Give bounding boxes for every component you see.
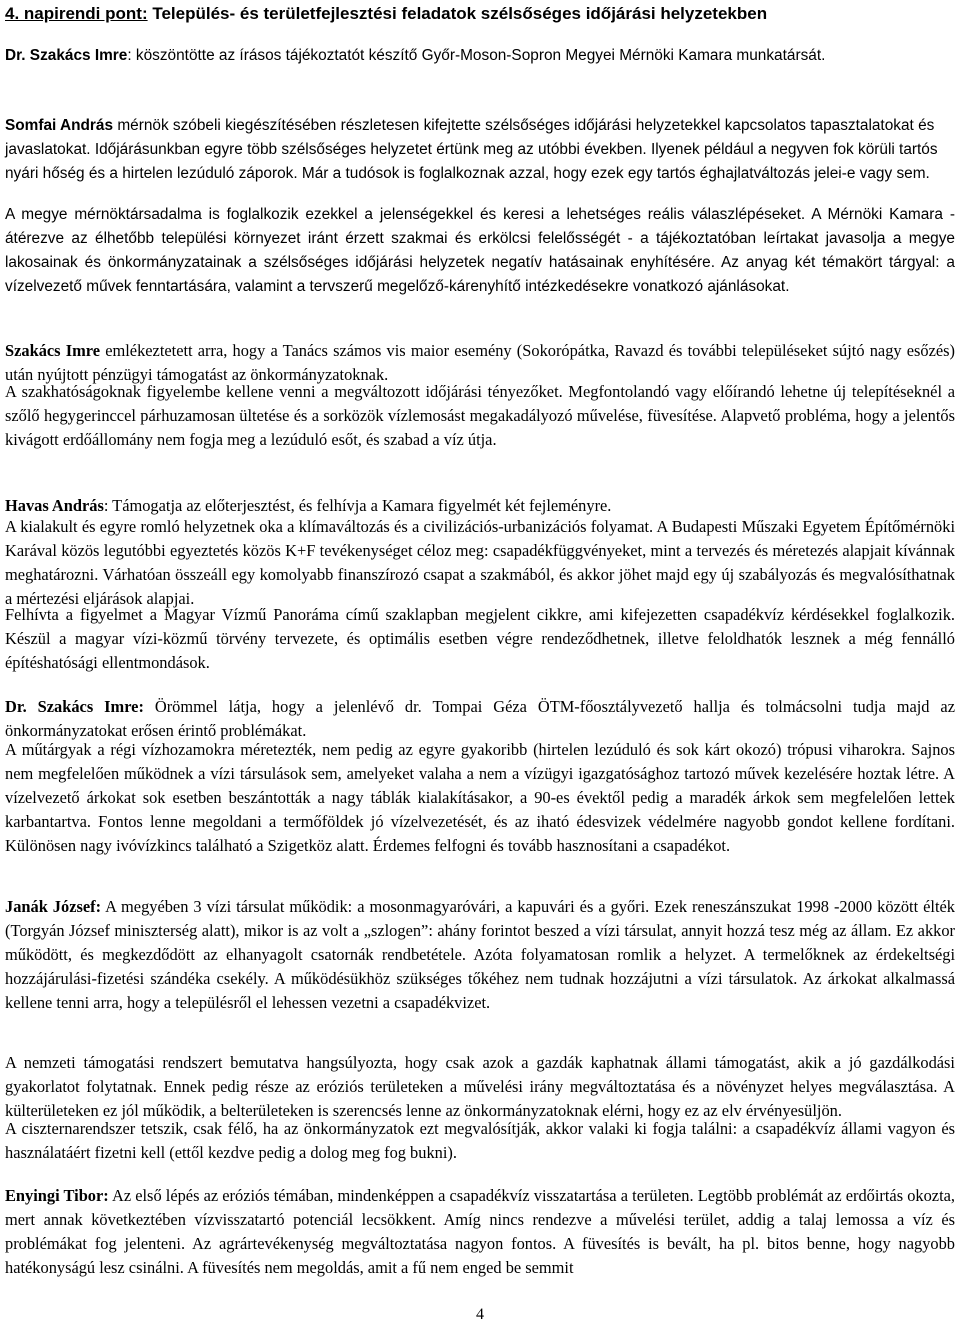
paragraph-text: A megyében 3 vízi társulat működik: a mosonmagyaróvári, a kapuvári és a győri. Ezek reneszánszukat 1998 -2000 között élték (Torgyán József miniszterség alatt), mikor is az volt a „szlogen”: ahány forintot beszed a vízi társulat, annyit hozzá tesz még az állam. Ez akkor működött, és megkezdődött az elhanyagolt csatornák rendbetétele. Azóta folyamatosan romlik a helyzet. A termelőknek az érdekeltségi hozzájárulási-fizetési szándéka csekély. A működésükhöz szükséges tőkéhez nem tudnak hozzájutni a vízi társulatok. Az árkokat alkalmassá kellene tenni arra, hogy a településről el lehessen vezetni a csapadékvizet. [5, 897, 955, 1012]
janak-paragraph-3 [5, 1117, 955, 1165]
speaker-name: Dr. Szakács Imre [5, 47, 128, 64]
agenda-label: 4. napirendi pont: [5, 4, 148, 23]
szakacs2-paragraph-2 [5, 738, 955, 858]
paragraph-text: emlékeztetett arra, hogy a Tanács számos vis maior esemény (Sokorópátka, Ravazd és további településeket sújtó nagy esőzés) után nyújtott pénzügyi támogatást az önkormányzatoknak. [5, 341, 956, 384]
paragraph-text: A műtárgyak a régi vízhozamokra méretezték, nem pedig az egyre gyakoribb (hirtelen lezúduló és sok kárt okozó) trópusi viharokra. Sajnos nem megfelelően működnek a vízi társulások sem, amelyeket valaha a nem a vízügyi igazgatósághoz tartozó művek kezelésére hoztak létre. A vízelvezető árkokat sok esetben beszántották a nagy táblák kialakításakor, a 90-es évektől pedig a maradék árkok sem megfelelően lettek karbantartva. Fontos lenne megoldani a termőföldek jó vízelvezetését, és az iható édesvizek védelmére nagyobb gondot kellene fordítani. Különösen nagy ivóvízkincs található a Szigetköz alatt. Érdemes felfogni és tovább hasznosítani a csapadékot. [5, 740, 955, 855]
havas-paragraph-2 [5, 515, 955, 611]
speaker-name: Enyingi Tibor: [5, 1186, 109, 1205]
szakacs2-paragraph [5, 695, 955, 743]
paragraph-text: : köszöntötte az írásos tájékoztatót készítő Győr-Moson-Sopron Megyei Mérnöki Kamara munkatársát. [127, 47, 826, 64]
agenda-title: Település- és területfejlesztési feladatok szélsőséges időjárási helyzetekben [147, 4, 768, 23]
paragraph-text: A ciszternarendszer tetszik, csak félő, ha az önkormányzatok ezt megvalósítják, akkor valaki ki fogja találni: a csapadékvíz állami vagyon és használatáért fizetni kell (ettől kezdve pedig a dolog meg fog bukni). [5, 1119, 955, 1162]
paragraph-text: A kialakult és egyre romló helyzetnek oka a klímaváltozás és a civilizációs-urbanizációs folyamat. A Budapesti Műszaki Egyetem Építőmérnöki Karával közös legutóbbi egyeztetés közös K+F tevékenységet céloz meg: csapadékfüggvényeket, mint a tervezés és méretezés alapjait kívánnak meghatározni. Várhatóan összeáll egy komolyabb finanszírozó csapat a szakmából, és akkor jöhet majd egy új szabályozás és megvalósíthatnak a mértezési eljárások alapjai. [5, 517, 955, 608]
speaker-name: Janák József: [5, 897, 102, 916]
paragraph-text: Felhívta a figyelmet a Magyar Vízmű Panoráma című szaklapban megjelent cikkre, ami kifejezetten csapadékvíz kérdésekkel foglalkozik. Készül a magyar vízi-közmű törvény tervezete, és optimális esetben végre rendeződhetnek, illetve feloldhatók lesznek a még fennálló építéshatósági ellentmondások. [5, 605, 955, 672]
havas-paragraph-3 [5, 603, 955, 675]
paragraph-text: mérnök szóbeli kiegészítésében részletesen kifejtette szélsőséges időjárási helyzetekkel kapcsolatos tapasztalatokat és javaslatokat. Időjárásunkban egyre több szélsőséges helyzetet értünk meg az utóbbi években. Ilyenek például a negyven fok körüli tartós nyári hőség és a hirtelen lezúduló záporok. Már a tudósok is foglalkoznak azzal, hogy ezek egy tartós éghajlatváltozás jelei-e vagy sem. [5, 117, 938, 182]
intro-paragraph [5, 44, 955, 68]
somfai-paragraph-2 [5, 203, 955, 299]
paragraph-text: Örömmel látja, hogy a jelenlévő dr. Tompai Géza ÖTM-főosztályvezető hallja és tolmácsolni tudja majd az önkormányzatokat erősen érintő problémákat. [5, 697, 955, 740]
janak-paragraph [5, 895, 955, 1015]
paragraph-text: Az első lépés az eróziós témában, mindenképpen a csapadékvíz visszatartása a területen. Legtöbb problémát az erdőirtás okozta, mert annak következtében vízvisszatartó potenciál lecsökkent. Amíg nincs rendezve a művelési terület, addig a talaj lemossa a víz és problémákat fog jelenteni. Az agrártevékenység megváltoztatása nagyon fontos. A füvesítés is bevált, ha pl. bitos benne, hogy nagyobb hatékonyságú lesz csinálni. A füvesítés nem megoldás, amit a fű nem enged be semmit [5, 1186, 956, 1277]
szakacs-paragraph-2 [5, 380, 955, 452]
speaker-name: Szakács Imre [5, 341, 101, 360]
speaker-name: Havas András [5, 496, 104, 515]
paragraph-text: A szakhatóságoknak figyelembe kellene venni a megváltozott időjárási tényezőket. Megfontolandó vagy előírandó lehetne új telepítéseknél a szőlő hegygerinccel párhuzamosan ültetése és a sorközök vízlemosást megakadályozó művelése, füvesítése. Alapvető probléma, hogy a jelentős kivágott erdőállomány nem fogja meg a lezúduló esőt, és szabad a víz útja. [5, 382, 955, 449]
agenda-heading [5, 4, 767, 24]
enyingi-paragraph [5, 1184, 955, 1280]
paragraph-text: A nemzeti támogatási rendszert bemutatva hangsúlyozta, hogy csak azok a gazdák kaphatnak állami támogatást, akik a jó gazdálkodási gyakorlatot folytatnak. Ennek pedig része az eróziós területeken a művelési irány megváltoztatása és a növényzet helyes megválasztása. A külterületeken ez jól működik, a belterületeken is szerencsés lenne az önkormányzatoknak elérni, hogy ez az elv érvényesüljön. [5, 1053, 955, 1120]
paragraph-text: : Támogatja az előterjesztést, és felhívja a Kamara figyelmét két fejleményre. [103, 496, 612, 515]
page-number: 4 [476, 1306, 484, 1323]
paragraph-text: A megye mérnöktársadalma is foglalkozik ezekkel a jelenségekkel és keresi a lehetséges reális válaszlépéseket. A Mérnöki Kamara - átérezve az élhetőbb települési környezet iránt érzett szakmai és erkölcsi felelősségét - a tájékoztatóban leírtakat javasolja a megye lakosainak és önkormányzatainak a szélsőséges időjárási helyzetek negatív hatásainak enyhítésére. Az anyag két témakört tárgyal: a vízelvezető művek fenntartására, valamint a tervszerű megelőző-kárenyhítő intézkedésekre vonatkozó ajánlásokat. [5, 206, 955, 295]
speaker-name: Somfai András [5, 117, 114, 134]
somfai-paragraph [5, 114, 955, 186]
speaker-name: Dr. Szakács Imre: [5, 697, 144, 716]
janak-paragraph-2 [5, 1051, 955, 1123]
